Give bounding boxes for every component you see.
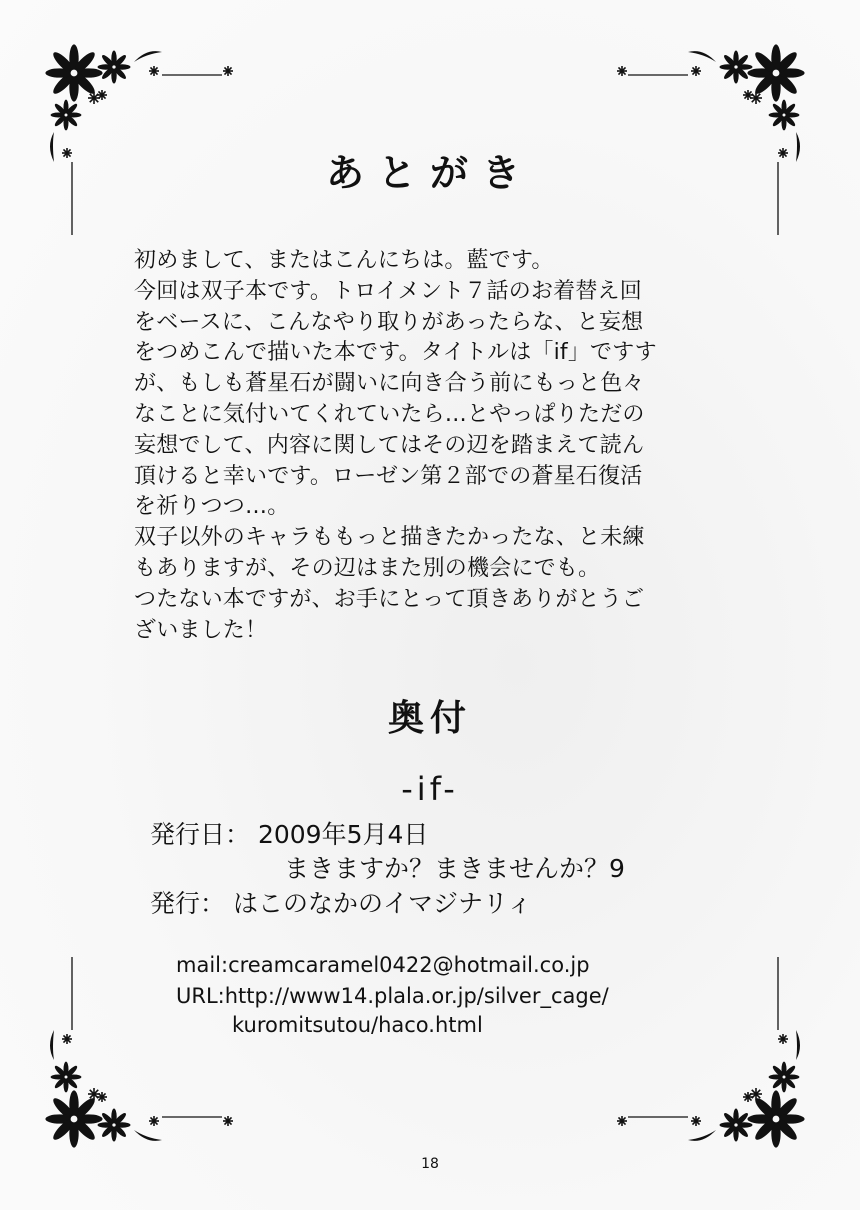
afterword-line: 初めまして、またはこんにちは。藍です。 bbox=[134, 248, 554, 273]
afterword-line: なことに気付いてくれていたら…とやっぱりただの bbox=[134, 401, 645, 427]
page-number: 18 bbox=[421, 1156, 439, 1172]
leaf-icon bbox=[796, 1030, 800, 1060]
publication-date-value: 2009年5月4日 bbox=[257, 820, 429, 849]
asterisk-icon bbox=[223, 1116, 233, 1126]
afterword-line: 双子以外のキャラももっと描きたかったな、と未練 bbox=[134, 525, 645, 551]
flower-small-icon bbox=[720, 1109, 753, 1142]
flower-small-icon bbox=[769, 1062, 800, 1093]
asterisk-icon bbox=[223, 66, 233, 76]
colophon-title: 奥付 bbox=[387, 698, 472, 739]
afterword-line: が、もしも蒼星石が闘いに向き合う前にもっと色々 bbox=[134, 371, 645, 397]
asterisk-icon bbox=[62, 1034, 72, 1044]
afterword-line: をつめこんで描いた本です。タイトルは「if」ですす bbox=[134, 340, 657, 366]
publication-date-row bbox=[150, 815, 428, 851]
leaf-icon bbox=[688, 51, 716, 62]
leaf-icon bbox=[688, 1130, 716, 1141]
contact-mail: mail:creamcaramel0422@hotmail.co.jp bbox=[176, 953, 590, 977]
publisher-value: はこのなかのイマジナリィ bbox=[232, 889, 532, 918]
leaf-icon bbox=[134, 1130, 162, 1141]
flower-small-icon bbox=[98, 51, 131, 84]
afterword-line: ざいました！ bbox=[134, 617, 268, 643]
afterword-line: 今回は双子本です。トロイメント７話のお着替え回 bbox=[134, 278, 642, 304]
asterisk-icon bbox=[97, 1092, 107, 1102]
asterisk-icon bbox=[617, 66, 627, 76]
flower-small-icon bbox=[769, 100, 800, 131]
afterword-line: もありますが、その辺はまた別の機会にでも。 bbox=[134, 555, 601, 581]
asterisk-icon bbox=[691, 1116, 701, 1126]
contact-url-line1: URL:http://www14.plala.or.jp/silver_cage/ bbox=[176, 984, 609, 1008]
publisher-row bbox=[150, 884, 532, 920]
asterisk-icon bbox=[778, 1034, 788, 1044]
afterword-line: をベースに、こんなやり取りがあったらな、と妄想 bbox=[134, 309, 644, 335]
publication-date-label: 発行日： bbox=[150, 820, 251, 849]
asterisk-icon bbox=[743, 1092, 753, 1102]
flower-corner-icon bbox=[608, 942, 808, 1152]
afterword-body bbox=[134, 246, 734, 646]
leaf-icon bbox=[50, 1030, 54, 1060]
afterword-line: 妄想でして、内容に関してはその辺を踏まえて読ん bbox=[134, 432, 645, 458]
asterisk-icon bbox=[149, 1116, 159, 1126]
flower-small-icon bbox=[51, 1062, 82, 1093]
afterword-line: つたない本ですが、お手にとって頂きありがとうご bbox=[134, 586, 645, 612]
corner-ornament-bottom-right bbox=[608, 942, 808, 1152]
contact-url-line2: kuromitsutou/haco.html bbox=[232, 1013, 483, 1037]
asterisk-icon bbox=[743, 90, 753, 100]
afterword-line: を祈りつつ…。 bbox=[134, 494, 290, 520]
event-name: まきますか？まきませんか？9 bbox=[284, 854, 625, 883]
publisher-label: 発行： bbox=[150, 889, 226, 918]
asterisk-icon bbox=[149, 66, 159, 76]
asterisk-icon bbox=[617, 1116, 627, 1126]
book-title: -if- bbox=[401, 770, 459, 808]
asterisk-icon bbox=[691, 66, 701, 76]
leaf-icon bbox=[134, 51, 162, 62]
flower-small-icon bbox=[720, 51, 753, 84]
flower-small-icon bbox=[51, 100, 82, 131]
asterisk-icon bbox=[97, 90, 107, 100]
afterword-line: 頂けると幸いです。ローゼン第２部での蒼星石復活 bbox=[134, 463, 643, 489]
flower-small-icon bbox=[98, 1109, 131, 1142]
afterword-title: あとがき bbox=[325, 151, 534, 195]
